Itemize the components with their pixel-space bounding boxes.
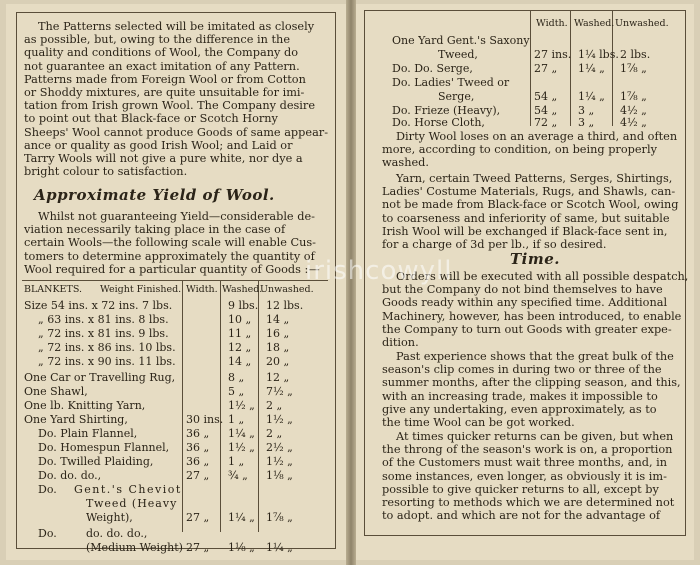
header-washed: Washed. xyxy=(574,18,615,29)
intro-line: as possible, but, owing to the difference in the xyxy=(24,33,291,47)
times-line: resorting to methods which we are determined not xyxy=(382,496,675,510)
header-blankets: BLANKETS. xyxy=(24,284,83,295)
row-washed: 14 „ xyxy=(228,355,252,368)
intro-line: tation from Irish grown Wool. The Company desire xyxy=(24,99,316,113)
row-label: „ 72 ins. x 86 ins. 10 lbs. xyxy=(38,341,176,354)
yarn-line: Yarn, certain Tweed Patterns, Serges, Shirtings, xyxy=(396,172,673,185)
row-width: 27 „ xyxy=(186,511,210,524)
orders-line: but the Company do not bind themselves to have xyxy=(382,283,663,297)
yield-paragraph xyxy=(24,210,326,276)
yield-line: viation necessarily taking place in the case of xyxy=(24,223,286,237)
dirty-line: Dirty Wool loses on an average a third, and often xyxy=(396,130,678,143)
row-label: Weight), xyxy=(86,511,133,524)
yield-line: tomers to determine approximately the quantity of xyxy=(24,249,315,263)
yield-heading: Approximate Yield of Wool. xyxy=(34,186,275,204)
table-col-rule xyxy=(530,10,531,126)
row-width: 54 „ xyxy=(534,90,558,103)
row-do: Do. xyxy=(38,527,57,540)
table-col-rule xyxy=(570,10,571,126)
row-washed: 1 „ xyxy=(228,455,245,468)
row-label: Do. Plain Flannel, xyxy=(38,427,138,440)
row-unwashed: 2 lbs. xyxy=(620,48,651,61)
row-unwashed: 1⅞ „ xyxy=(620,62,647,75)
row-washed: 3 „ xyxy=(578,116,595,129)
header-width: Width. xyxy=(186,284,218,295)
row-do: Do. xyxy=(38,483,57,496)
quicker-returns-paragraph xyxy=(382,430,682,522)
row-label: One Car or Travelling Rug, xyxy=(24,371,176,384)
row-label: One Shawl, xyxy=(24,385,88,398)
row-unwashed: 18 „ xyxy=(266,341,290,354)
row-label: One Yard Shirting, xyxy=(24,413,128,426)
past-line: season's clip comes in during two or three of the xyxy=(382,363,662,377)
header-weight-finished: Weight Finished. xyxy=(100,284,182,295)
table-col-rule xyxy=(258,280,259,532)
row-unwashed: 1¼ „ xyxy=(266,541,293,554)
row-unwashed: 16 „ xyxy=(266,327,290,340)
row-washed: ¾ „ xyxy=(228,469,248,482)
watermark-text: irishcowyll xyxy=(305,256,453,286)
orders-line: Machinery, however, has been introduced, to enable xyxy=(382,309,682,323)
yarn-line: Irish Wool will be exchanged if Black-face sent in, xyxy=(382,224,668,238)
table-col-rule xyxy=(220,280,221,532)
times-line: possible to give quicker returns to all, except by xyxy=(382,482,659,496)
row-unwashed: 1⅞ „ xyxy=(266,511,293,524)
past-experience-paragraph xyxy=(382,350,682,429)
row-label: do. do. do., xyxy=(86,527,148,540)
times-line: At times quicker returns can be given, but when xyxy=(396,430,674,443)
header-unwashed: Unwashed. xyxy=(260,284,314,295)
row-width: 36 „ xyxy=(186,455,210,468)
header-washed: Washed. xyxy=(222,284,263,295)
orders-line: dition. xyxy=(382,336,419,350)
orders-line: Orders will be executed with all possible despatch, xyxy=(396,270,689,283)
row-width: 30 ins. xyxy=(186,413,224,426)
yield-line: Wool required for a particular quantity of Goods :— xyxy=(24,262,320,276)
row-washed: 1¼ „ xyxy=(228,511,255,524)
row-label: Do. Do. Serge, xyxy=(392,62,473,75)
past-line: the time Wool can be got worked. xyxy=(382,416,575,430)
row-washed: 1¼ „ xyxy=(578,90,605,103)
row-washed: 10 „ xyxy=(228,313,252,326)
row-label: Do. Horse Cloth, xyxy=(392,116,485,129)
header-unwashed: Unwashed. xyxy=(615,18,669,29)
times-line: of the Customers must wait three months, and, in xyxy=(382,456,668,470)
row-width: 36 „ xyxy=(186,441,210,454)
header-width: Width. xyxy=(536,18,568,29)
yield-line: certain Wools—the following scale will enable Cus- xyxy=(24,236,317,250)
row-width: 54 „ xyxy=(534,104,558,117)
row-washed: 11 „ xyxy=(228,327,252,340)
row-label: „ 72 ins. x 81 ins. 9 lbs. xyxy=(38,327,169,340)
dirty-wool-paragraph xyxy=(382,130,682,170)
row-unwashed: 4½ „ xyxy=(620,104,647,117)
intro-line: quality and conditions of Wool, the Company do xyxy=(24,46,298,60)
intro-paragraph xyxy=(24,20,329,179)
times-line: some instances, even longer, as obviously it is im- xyxy=(382,469,667,483)
row-washed: 1 „ xyxy=(228,413,245,426)
row-washed: 3 „ xyxy=(578,104,595,117)
intro-line: Sheeps' Wool cannot produce Goods of same appear- xyxy=(24,125,329,139)
row-unwashed: 1½ „ xyxy=(266,455,293,468)
row-width: 27 ins. xyxy=(534,48,572,61)
row-washed: 1¼ lbs. xyxy=(578,48,619,61)
left-page xyxy=(6,4,346,560)
past-line: with an increasing trade, makes it impossible to xyxy=(382,389,658,403)
orders-line: the Company to turn out Goods with greater expe- xyxy=(382,322,672,336)
row-unwashed: 12 „ xyxy=(266,371,290,384)
row-width: 27 „ xyxy=(186,541,210,554)
intro-line: Tarry Wools will not give a pure white, nor dye a xyxy=(24,152,303,166)
row-width: 27 „ xyxy=(534,62,558,75)
intro-line: ance or quality as good Irish Wool; and Laid or xyxy=(24,138,293,152)
row-unwashed: 2 „ xyxy=(266,399,283,412)
yarn-line: for a charge of 3d per lb., if so desired. xyxy=(382,238,607,252)
row-label: Gent.'s Cheviot xyxy=(74,483,182,496)
row-unwashed: 20 „ xyxy=(266,355,290,368)
row-label: One Yard Gent.'s Saxony xyxy=(392,34,530,47)
row-washed: 1¼ „ xyxy=(578,62,605,75)
orders-line: Goods ready within any specified time. Additional xyxy=(382,296,668,310)
row-washed: 5 „ xyxy=(228,385,245,398)
times-line: to adopt. and which are not for the advantage of xyxy=(382,509,661,523)
past-line: summer months, after the clipping season, and this, xyxy=(382,376,681,390)
intro-line: not guarantee an exact imitation of any Pattern. xyxy=(24,59,300,73)
row-label: Do. Homespun Flannel, xyxy=(38,441,170,454)
intro-line: bright colour to satisfaction. xyxy=(24,165,188,179)
intro-line: The Patterns selected will be imitated as closely xyxy=(38,20,315,33)
row-label: Do. Twilled Plaiding, xyxy=(38,455,154,468)
yield-line: Whilst not guaranteeing Yield—considerable de- xyxy=(38,210,315,223)
row-washed: 1⅛ „ xyxy=(228,541,255,554)
row-unwashed: 7½ „ xyxy=(266,385,293,398)
dirty-line: more, according to condition, on being properly xyxy=(382,143,657,157)
row-washed: 9 lbs. xyxy=(228,299,259,312)
row-label: Size 54 ins. x 72 ins. 7 lbs. xyxy=(24,299,173,312)
row-label: Serge, xyxy=(438,90,475,103)
row-unwashed: 1⅞ „ xyxy=(620,90,647,103)
row-unwashed: 14 „ xyxy=(266,313,290,326)
row-label: Do. Frieze (Heavy), xyxy=(392,104,501,117)
table-top-rule xyxy=(22,280,328,281)
row-washed: 1¼ „ xyxy=(228,427,255,440)
times-line: the throng of the season's work is on, a proportion xyxy=(382,443,673,457)
row-label: Do. Ladies' Tweed or xyxy=(392,76,510,89)
table-col-rule xyxy=(182,280,183,532)
time-heading: Time. xyxy=(510,250,560,268)
yarn-paragraph xyxy=(382,172,682,251)
row-unwashed: 2½ „ xyxy=(266,441,293,454)
row-washed: 1½ „ xyxy=(228,441,255,454)
intro-line: to point out that Black-face or Scotch Horny xyxy=(24,112,278,126)
row-label: „ 63 ins. x 81 ins. 8 lbs. xyxy=(38,313,169,326)
row-label: One lb. Knitting Yarn, xyxy=(24,399,146,412)
row-washed: 1½ „ xyxy=(228,399,255,412)
row-unwashed: 2 „ xyxy=(266,427,283,440)
row-label: Tweed, xyxy=(438,48,478,61)
past-line: give any undertaking, even approximately, as to xyxy=(382,402,657,416)
row-unwashed: 4½ „ xyxy=(620,116,647,129)
intro-line: or Shoddy mixtures, are quite unsuitable for imi- xyxy=(24,86,305,100)
row-width: 36 „ xyxy=(186,427,210,440)
row-label: Tweed (Heavy xyxy=(86,497,178,510)
yarn-line: to coarseness and inferiority of same, but suitable xyxy=(382,211,670,225)
dirty-line: washed. xyxy=(382,156,429,170)
row-width: 27 „ xyxy=(186,469,210,482)
row-washed: 12 „ xyxy=(228,341,252,354)
row-width: 72 „ xyxy=(534,116,558,129)
past-line: Past experience shows that the great bulk of the xyxy=(396,350,674,363)
row-unwashed: 12 lbs. xyxy=(266,299,304,312)
yarn-line: Ladies' Costume Materials, Rugs, and Shawls, can- xyxy=(382,185,676,199)
row-label: Do. do. do., xyxy=(38,469,102,482)
row-label: „ 72 ins. x 90 ins. 11 lbs. xyxy=(38,355,176,368)
row-label: (Medium Weight) xyxy=(86,541,183,554)
row-unwashed: 1½ „ xyxy=(266,413,293,426)
row-unwashed: 1⅛ „ xyxy=(266,469,293,482)
yarn-line: not be made from Black-face or Scotch Wool, owing xyxy=(382,198,679,212)
intro-line: Patterns made from Foreign Wool or from Cotton xyxy=(24,72,306,86)
row-washed: 8 „ xyxy=(228,371,245,384)
